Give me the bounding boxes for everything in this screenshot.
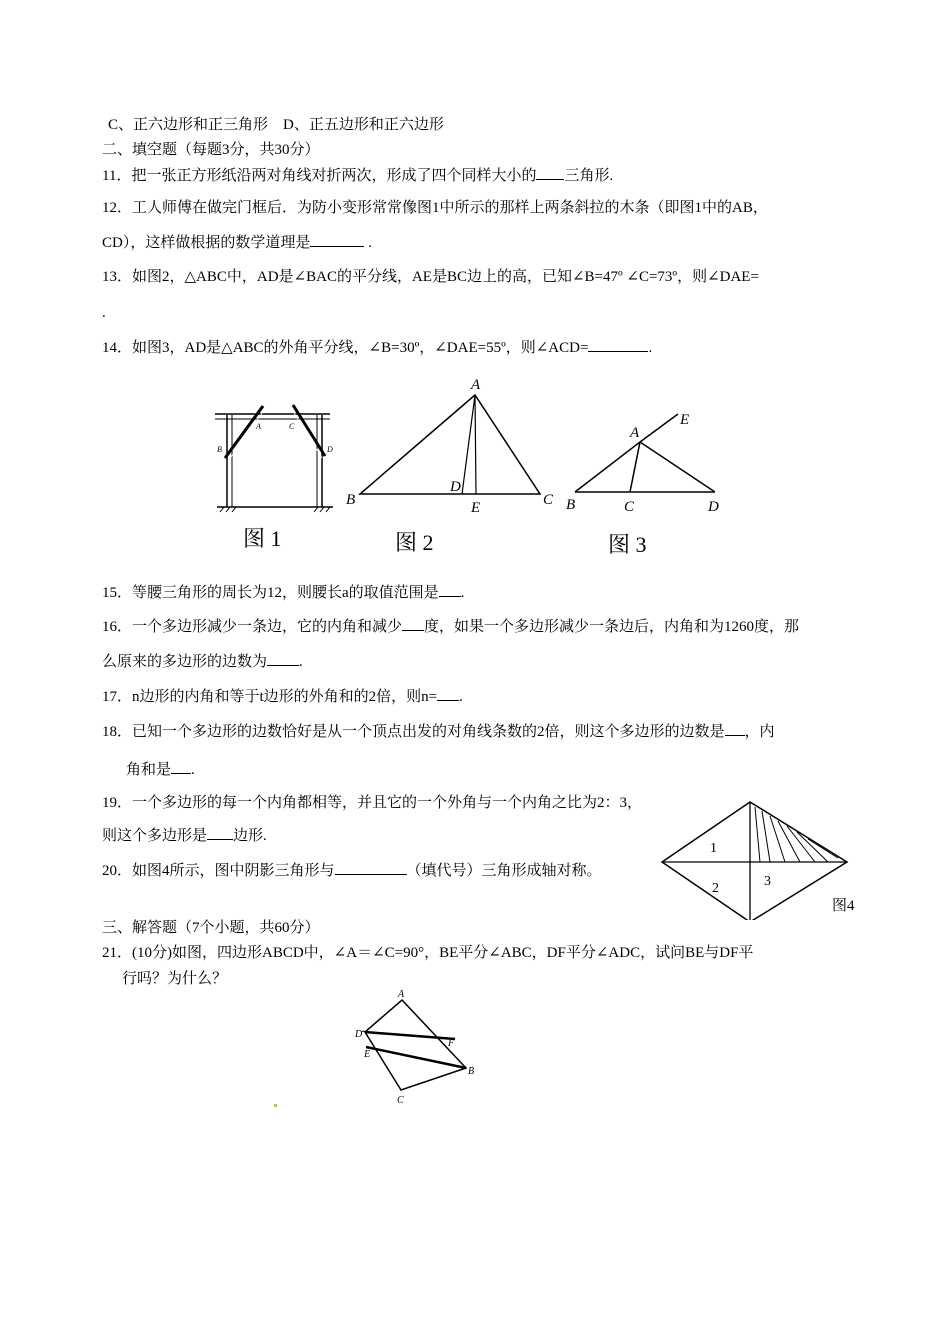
section-2-heading: 二、填空题（每题3分，共30分） bbox=[102, 142, 320, 158]
fig3-label-b: B bbox=[566, 497, 576, 513]
fig2-label-a: A bbox=[471, 377, 481, 393]
fig3-caption: 图 3 bbox=[608, 532, 647, 557]
q20-text: 20．如图4所示，图中阴影三角形与 bbox=[102, 863, 335, 879]
question-17 bbox=[102, 686, 463, 707]
q14-text: 14．如图3，AD是△ABC的外角平分线，∠B=30º，∠DAE=55º，则∠ACD= bbox=[102, 340, 589, 356]
q21-label-f: F bbox=[448, 1038, 455, 1049]
q15-text: 15．等腰三角形的周长为12，则腰长a的取值范围是 bbox=[102, 585, 439, 601]
q16-text-end: . bbox=[299, 654, 303, 670]
q18-text-cont: ，内 bbox=[744, 724, 775, 740]
question-13-line2: . bbox=[102, 305, 106, 321]
question-18-line1 bbox=[102, 721, 775, 742]
fig4-region-2: 2 bbox=[712, 881, 719, 896]
q11-text-end: 三角形. bbox=[564, 168, 614, 184]
question-12-line2 bbox=[102, 232, 372, 253]
answer-blank bbox=[439, 582, 461, 597]
fig3-label-c: C bbox=[624, 499, 635, 515]
fig1-label-d: D bbox=[327, 445, 333, 454]
fig2-label-e: E bbox=[471, 500, 481, 516]
question-16-line2 bbox=[102, 651, 303, 672]
figure-3 bbox=[560, 400, 740, 560]
figure-q21 bbox=[348, 985, 488, 1110]
answer-blank bbox=[536, 165, 564, 180]
answer-blank bbox=[207, 825, 233, 840]
question-11 bbox=[102, 165, 613, 186]
fig3-label-e: E bbox=[680, 412, 690, 428]
q21-label-c: C bbox=[397, 1095, 404, 1106]
question-19-line1: 19．一个多边形的每一个内角都相等，并且它的一个外角与一个内角之比为2：3， bbox=[102, 795, 643, 811]
question-14 bbox=[102, 337, 652, 358]
fig1-label-b: B bbox=[217, 445, 222, 454]
q18-text: 18．已知一个多边形的边数恰好是从一个顶点出发的对角线条数的2倍，则这个多边形的边数是 bbox=[102, 724, 725, 740]
q18-text-end: . bbox=[191, 762, 195, 778]
fig4-region-3: 3 bbox=[764, 874, 771, 889]
q19-text-end: 边形. bbox=[233, 828, 267, 844]
answer-blank bbox=[588, 337, 648, 352]
answer-blank bbox=[402, 616, 424, 631]
answer-blank bbox=[437, 686, 459, 701]
question-20 bbox=[102, 860, 602, 881]
fig4-caption: 图4 bbox=[832, 898, 855, 914]
q15-text-end: . bbox=[460, 585, 465, 601]
q12-text-end: . bbox=[364, 235, 372, 251]
stray-mark bbox=[274, 1104, 277, 1107]
fig2-label-b: B bbox=[346, 492, 356, 508]
question-13-line1: 13．如图2，△ABC中，AD是∠BAC的平分线，AE是BC边上的高，已知∠B=47º ∠C=73º，则∠DAE= bbox=[102, 269, 759, 285]
question-18-line2 bbox=[126, 759, 195, 780]
q21-label-e: E bbox=[364, 1049, 371, 1060]
q12-text: CD），这样做根据的数学道理是 bbox=[102, 235, 311, 251]
q20-text-end: （填代号）三角形成轴对称。 bbox=[406, 863, 602, 879]
fig4-region-1: 1 bbox=[710, 841, 717, 856]
q16-text-cont: 度，如果一个多边形减少一条边后，内角和为1260度，那 bbox=[424, 619, 800, 635]
question-21-line2: 行吗？为什么？ bbox=[122, 971, 228, 987]
question-21-line1: 21．(10分)如图，四边形ABCD中，∠A＝∠C=90°，BE平分∠ABC，DF平分∠ADC，试问BE与DF平 bbox=[102, 945, 754, 961]
question-15 bbox=[102, 582, 464, 603]
q19-text: 则这个多边形是 bbox=[102, 828, 208, 844]
section-3-heading: 三、解答题（7个小题，共60分） bbox=[102, 920, 320, 936]
q16-text-2: 么原来的多边形的边数为 bbox=[102, 654, 268, 670]
q10-options: C、正六边形和正三角形 D、正五边形和正六边形 bbox=[108, 117, 444, 133]
fig1-caption: 图 1 bbox=[243, 526, 282, 551]
q17-text: 17．n边形的内角和等于t边形的外角和的2倍，则n= bbox=[102, 689, 438, 705]
question-19-line2 bbox=[102, 825, 267, 846]
q21-label-d: D bbox=[355, 1029, 363, 1040]
fig1-label-c: C bbox=[289, 422, 295, 431]
answer-blank bbox=[310, 232, 364, 247]
fig2-label-c: C bbox=[543, 492, 554, 508]
fig2-caption: 图 2 bbox=[395, 530, 434, 555]
answer-blank bbox=[725, 721, 745, 736]
figure-2 bbox=[340, 372, 570, 562]
answer-blank bbox=[267, 651, 299, 666]
fig3-label-d: D bbox=[708, 499, 719, 515]
q16-text: 16．一个多边形减少一条边，它的内角和减少 bbox=[102, 619, 403, 635]
q18-text-2: 角和是 bbox=[126, 762, 172, 778]
question-12-line1: 12．工人师傅在做完门框后．为防小变形常常像图1中所示的那样上两条斜拉的木条（即图1中的AB， bbox=[102, 200, 768, 216]
fig2-label-d: D bbox=[450, 479, 461, 495]
q14-text-end: . bbox=[648, 340, 653, 356]
q21-label-b: B bbox=[468, 1066, 475, 1077]
answer-blank bbox=[171, 759, 191, 774]
q21-label-a: A bbox=[398, 989, 405, 1000]
fig1-label-a: A bbox=[256, 422, 261, 431]
q17-text-end: . bbox=[459, 689, 463, 705]
question-16-line1 bbox=[102, 616, 799, 637]
q11-text: 11．把一张正方形纸沿两对角线对折两次，形成了四个同样大小的 bbox=[102, 168, 537, 184]
figure-1 bbox=[205, 400, 340, 560]
answer-blank bbox=[335, 860, 407, 875]
fig3-label-a: A bbox=[630, 425, 640, 441]
